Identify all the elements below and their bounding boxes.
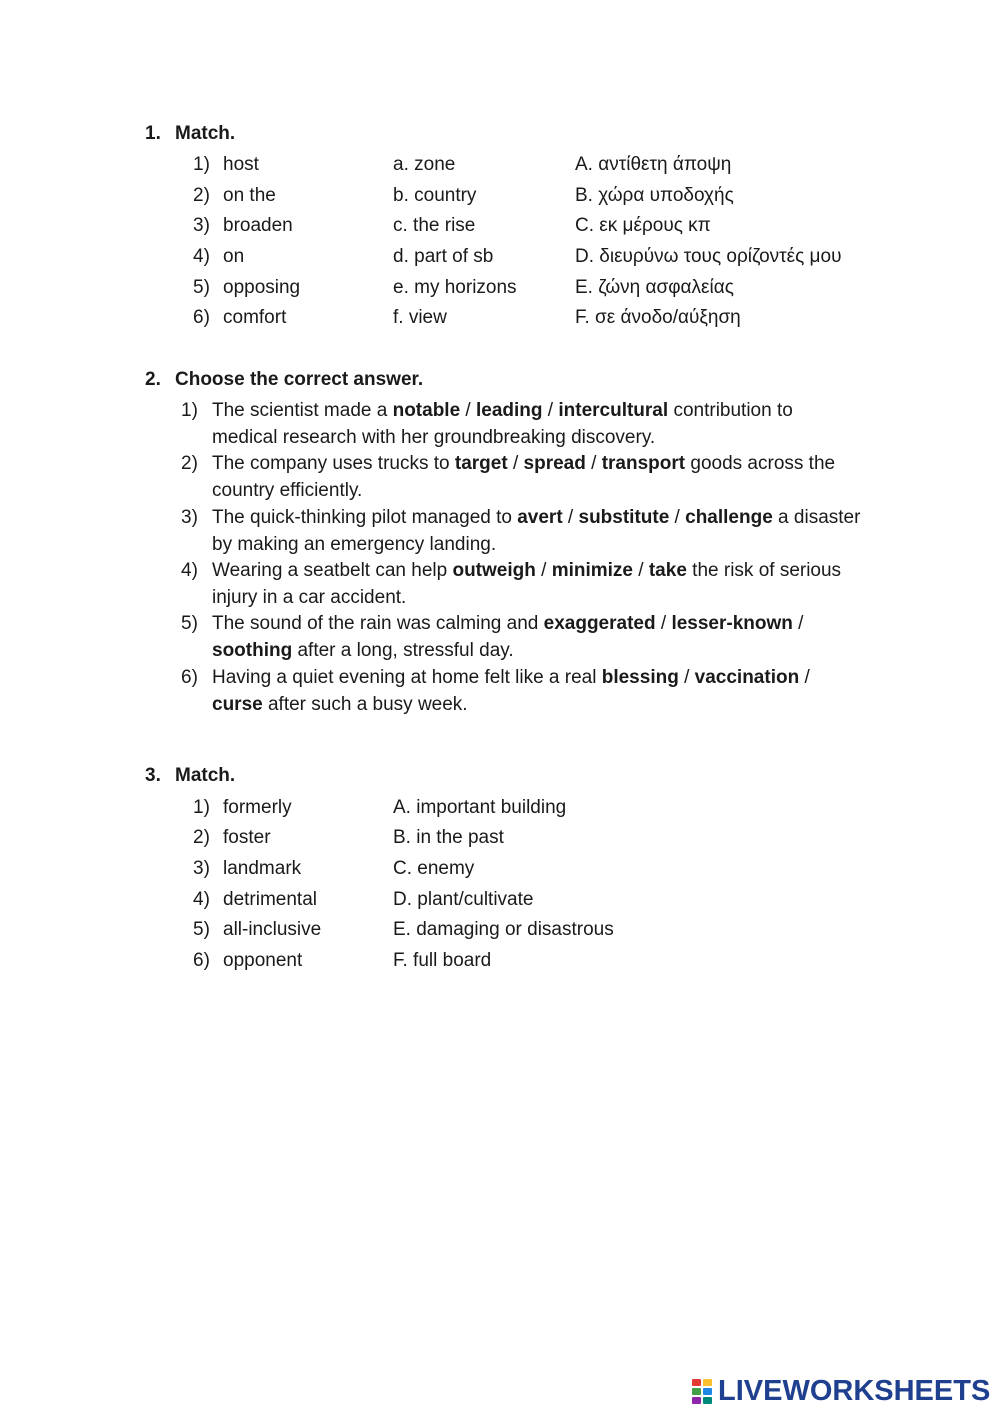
question-item (181, 397, 861, 451)
question-item (181, 450, 861, 504)
logo-square-blue (703, 1388, 712, 1395)
question-text: The sound of the rain was calming and exaggerated / lesser-known / soothing after a long, stressful day. (212, 613, 804, 661)
item-number: 3) (193, 858, 210, 879)
option-3[interactable]: take (648, 560, 687, 581)
option-3[interactable]: soothing (212, 640, 293, 661)
table-row (0, 213, 1000, 239)
option-2[interactable]: vaccination (694, 667, 800, 688)
section-2-number: 2. (145, 369, 161, 390)
item-number: 5) (193, 277, 210, 298)
item-word: broaden (223, 215, 293, 236)
option-2[interactable]: spread (523, 453, 586, 474)
section-1-title (145, 123, 235, 145)
item-match-c: B. χώρα υποδοχής (575, 185, 734, 206)
option-2[interactable]: minimize (551, 560, 634, 581)
question-pre: The sound of the rain was calming and (212, 613, 544, 634)
item-match-b: e. my horizons (393, 277, 517, 298)
item-number: 1) (193, 797, 210, 818)
item-match-c: E. ζώνη ασφαλείας (575, 277, 734, 298)
item-word: detrimental (223, 889, 317, 910)
question-post: contribution to medical research with her groundbreaking discovery. (212, 400, 793, 448)
question-pre: Wearing a seatbelt can help (212, 560, 453, 581)
option-2[interactable]: leading (476, 400, 543, 421)
table-row (0, 244, 1000, 270)
question-text: Wearing a seatbelt can help outweigh / minimize / take the risk of serious injury in a car accident. (212, 560, 842, 608)
item-word: opponent (223, 950, 303, 971)
item-match: E. damaging or disastrous (393, 919, 614, 940)
table-row (0, 275, 1000, 301)
item-number: 6) (193, 950, 210, 971)
option-1[interactable]: exaggerated (543, 613, 656, 634)
table-row (0, 856, 1000, 882)
question-text: The scientist made a notable / leading / intercultural contribution to medical research with her groundbreaking discovery. (212, 400, 793, 448)
logo-text: LIVEWORKSHEETS (718, 1374, 991, 1407)
option-1[interactable]: avert (517, 507, 563, 528)
option-1[interactable]: blessing (601, 667, 679, 688)
item-number: 2) (193, 185, 210, 206)
table-row (0, 795, 1000, 821)
table-row (0, 887, 1000, 913)
question-number: 2) (181, 453, 198, 474)
item-match-b: b. country (393, 185, 477, 206)
item-match: B. in the past (393, 827, 504, 848)
item-word: foster (223, 827, 271, 848)
option-3[interactable]: intercultural (558, 400, 669, 421)
item-match-b: f. view (393, 307, 447, 328)
section-1-heading: Match. (175, 123, 236, 144)
option-1[interactable]: target (454, 453, 508, 474)
option-1[interactable]: outweigh (452, 560, 536, 581)
option-2[interactable]: substitute (578, 507, 670, 528)
question-item (181, 504, 861, 558)
question-item (181, 610, 861, 664)
question-number: 4) (181, 560, 198, 581)
item-match-c: F. σε άνοδο/αύξηση (575, 307, 741, 328)
table-row (0, 917, 1000, 943)
question-post: a disaster by making an emergency landing. (212, 507, 861, 555)
question-item (181, 557, 861, 611)
item-word: all-inclusive (223, 919, 322, 940)
item-word: opposing (223, 277, 301, 298)
item-word: on (223, 246, 245, 267)
question-number: 5) (181, 613, 198, 634)
question-text: The quick-thinking pilot managed to avert / substitute / challenge a disaster by making an emergency landing. (212, 507, 861, 555)
question-text: The company uses trucks to target / spread / transport goods across the country efficiently. (212, 453, 836, 501)
section-1-number: 1. (145, 123, 161, 144)
item-word: comfort (223, 307, 287, 328)
logo-square-green (692, 1388, 701, 1395)
option-2[interactable]: lesser-known (671, 613, 793, 634)
question-number: 6) (181, 667, 198, 688)
item-number: 3) (193, 215, 210, 236)
liveworksheets-logo (692, 1374, 990, 1408)
logo-square-red (692, 1379, 701, 1386)
item-match-b: c. the rise (393, 215, 476, 236)
item-match: F. full board (393, 950, 492, 971)
question-post: goods across the country efficiently. (212, 453, 836, 501)
table-row (0, 825, 1000, 851)
section-3-number: 3. (145, 765, 161, 786)
logo-square-teal (703, 1397, 712, 1404)
question-post: the risk of serious injury in a car accident. (212, 560, 842, 608)
item-number: 2) (193, 827, 210, 848)
table-row (0, 183, 1000, 209)
item-number: 1) (193, 154, 210, 175)
question-pre: Having a quiet evening at home felt like a real (212, 667, 602, 688)
item-number: 6) (193, 307, 210, 328)
table-row (0, 152, 1000, 178)
item-match: C. enemy (393, 858, 475, 879)
question-pre: The quick-thinking pilot managed to (212, 507, 518, 528)
item-match: A. important building (393, 797, 567, 818)
section-2-title (145, 369, 423, 391)
option-3[interactable]: challenge (685, 507, 773, 528)
section-2-heading: Choose the correct answer. (175, 369, 424, 390)
item-number: 4) (193, 889, 210, 910)
item-number: 4) (193, 246, 210, 267)
option-3[interactable]: curse (212, 694, 263, 715)
question-post: after a long, stressful day. (292, 640, 514, 661)
item-match: D. plant/cultivate (393, 889, 534, 910)
item-match-c: A. αντίθετη άποψη (575, 154, 732, 175)
question-pre: The company uses trucks to (212, 453, 455, 474)
section-3-title (145, 765, 235, 787)
item-word: host (223, 154, 259, 175)
question-text: Having a quiet evening at home felt like a real blessing / vaccination / curse after such a busy week. (212, 667, 810, 715)
logo-square-yellow (703, 1379, 712, 1386)
question-number: 1) (181, 400, 198, 421)
question-pre: The scientist made a (212, 400, 393, 421)
logo-mark-icon (692, 1378, 714, 1404)
item-match-b: a. zone (393, 154, 456, 175)
logo-square-purple (692, 1397, 701, 1404)
item-word: on the (223, 185, 276, 206)
item-match-c: C. εκ μέρους κπ (575, 215, 711, 236)
section-3-heading: Match. (175, 765, 236, 786)
option-1[interactable]: notable (392, 400, 461, 421)
table-row (0, 305, 1000, 331)
item-match-c: D. διευρύνω τους ορίζοντές μου (575, 246, 842, 267)
item-word: formerly (223, 797, 292, 818)
item-word: landmark (223, 858, 302, 879)
item-match-b: d. part of sb (393, 246, 494, 267)
question-number: 3) (181, 507, 198, 528)
table-row (0, 948, 1000, 974)
question-post: after such a busy week. (262, 694, 468, 715)
option-3[interactable]: transport (601, 453, 686, 474)
item-number: 5) (193, 919, 210, 940)
question-item (181, 664, 861, 718)
